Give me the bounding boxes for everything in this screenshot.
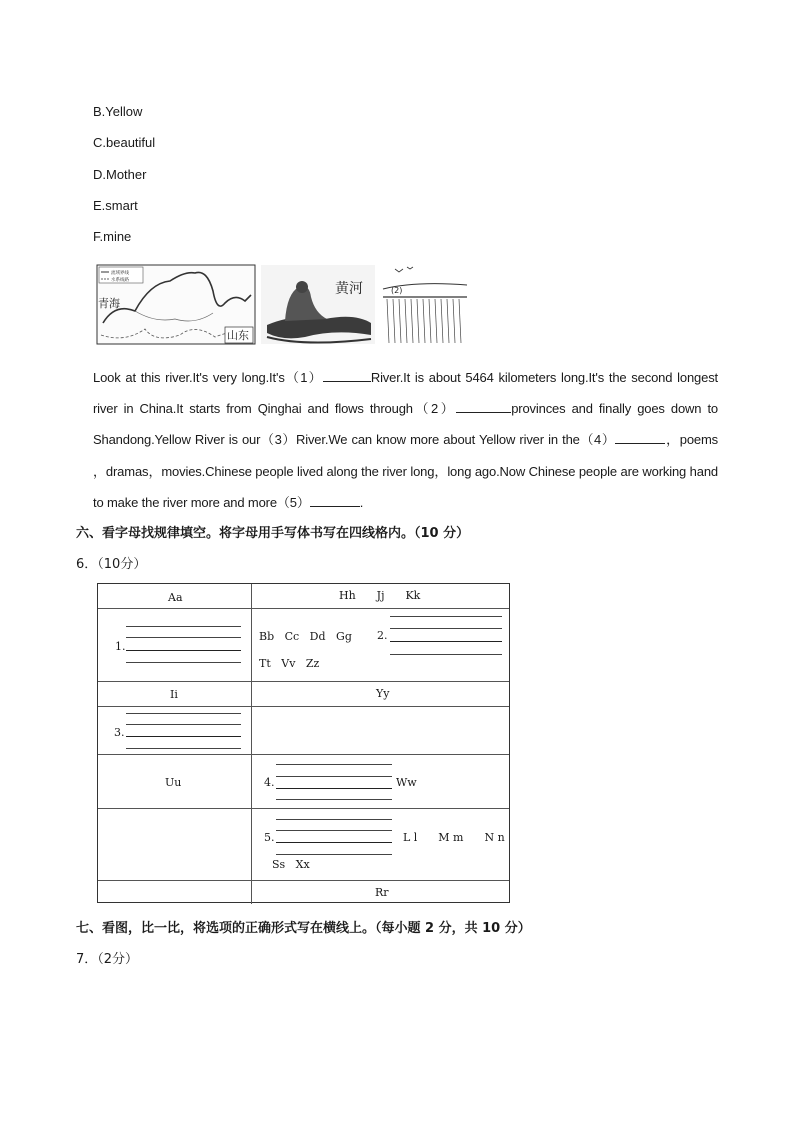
blank-4[interactable] — [615, 431, 665, 444]
svg-text:水系线路: 水系线路 — [111, 278, 129, 283]
blank-2[interactable] — [456, 400, 511, 413]
option-d: D.Mother — [93, 167, 147, 182]
cell-rr: Rr — [375, 886, 389, 899]
option-b: B.Yellow — [93, 104, 143, 119]
blank-3-number: 3. — [114, 726, 125, 739]
blank-5[interactable] — [310, 494, 360, 507]
cell-ll-mm-nn: L l M m N n — [403, 831, 505, 844]
passage-s3: provinces and finally goes down to Shandong.Yellow River is our（3）River.We can know more about Yellow river in the（4） — [93, 401, 718, 448]
option-f: F.mine — [93, 229, 132, 244]
cell-ww: Ww — [396, 776, 417, 789]
cell-hh-jj-kk: Hh Jj Kk — [339, 589, 421, 602]
cell-ss-xx: Ss Xx — [272, 858, 310, 871]
blank-4-number: 4. — [264, 776, 275, 789]
yellow-river-pictures — [95, 263, 471, 347]
passage-s4: ，poems ，dramas，movies.Chinese people lived along the river long，long ago.Now Chinese people are working hand to make the river more and more（5） — [93, 432, 719, 510]
question-6-number: 6．（10分） — [76, 557, 147, 572]
svg-text:流域界线: 流域界线 — [111, 271, 129, 276]
letter-pattern-table — [97, 583, 510, 903]
cell-ii: Ii — [170, 688, 178, 701]
cell-tt-vv-zz: Tt Vv Zz — [259, 657, 320, 670]
cell-yy: Yy — [376, 687, 390, 700]
blank-2-number: 2. — [377, 629, 388, 642]
svg-text:山东: 山东 — [227, 329, 249, 342]
river-map-illustration — [97, 265, 255, 344]
passage — [93, 362, 718, 518]
hukou-waterfall-illustration — [379, 265, 469, 344]
cell-uu: Uu — [165, 776, 182, 789]
svg-text:青海: 青海 — [98, 297, 120, 310]
svg-text:黄河: 黄河 — [335, 281, 363, 297]
passage-s5: . — [359, 494, 364, 510]
section-6-heading: 六、看字母找规律填空。将字母用手写体书写在四线格内。（10 分） — [76, 526, 470, 541]
blank-1-number: 1. — [115, 640, 126, 653]
question-7-number: 7．（2分） — [76, 952, 139, 967]
section-7-heading: 七、看图，比一比，将选项的正确形式写在横线上。（每小题 2 分，共 10 分） — [76, 921, 531, 936]
option-e: E.smart — [93, 198, 138, 213]
option-c: C.beautiful — [93, 135, 156, 150]
svg-text:(2): (2) — [391, 286, 403, 295]
cell-bb-cc-dd-gg: Bb Cc Dd Gg — [259, 630, 352, 643]
cell-aa: Aa — [168, 591, 183, 604]
blank-1[interactable] — [323, 369, 371, 382]
blank-5-number: 5. — [264, 831, 275, 844]
passage-s2: River.It is about 5464 kilometers long.It's the second longest river in China.It starts from Qinghai and flows through（2） — [93, 370, 719, 417]
passage-s1: Look at this river.It's very long.It's（1） — [93, 370, 323, 385]
yellow-river-mother-statue-illustration — [261, 265, 375, 344]
